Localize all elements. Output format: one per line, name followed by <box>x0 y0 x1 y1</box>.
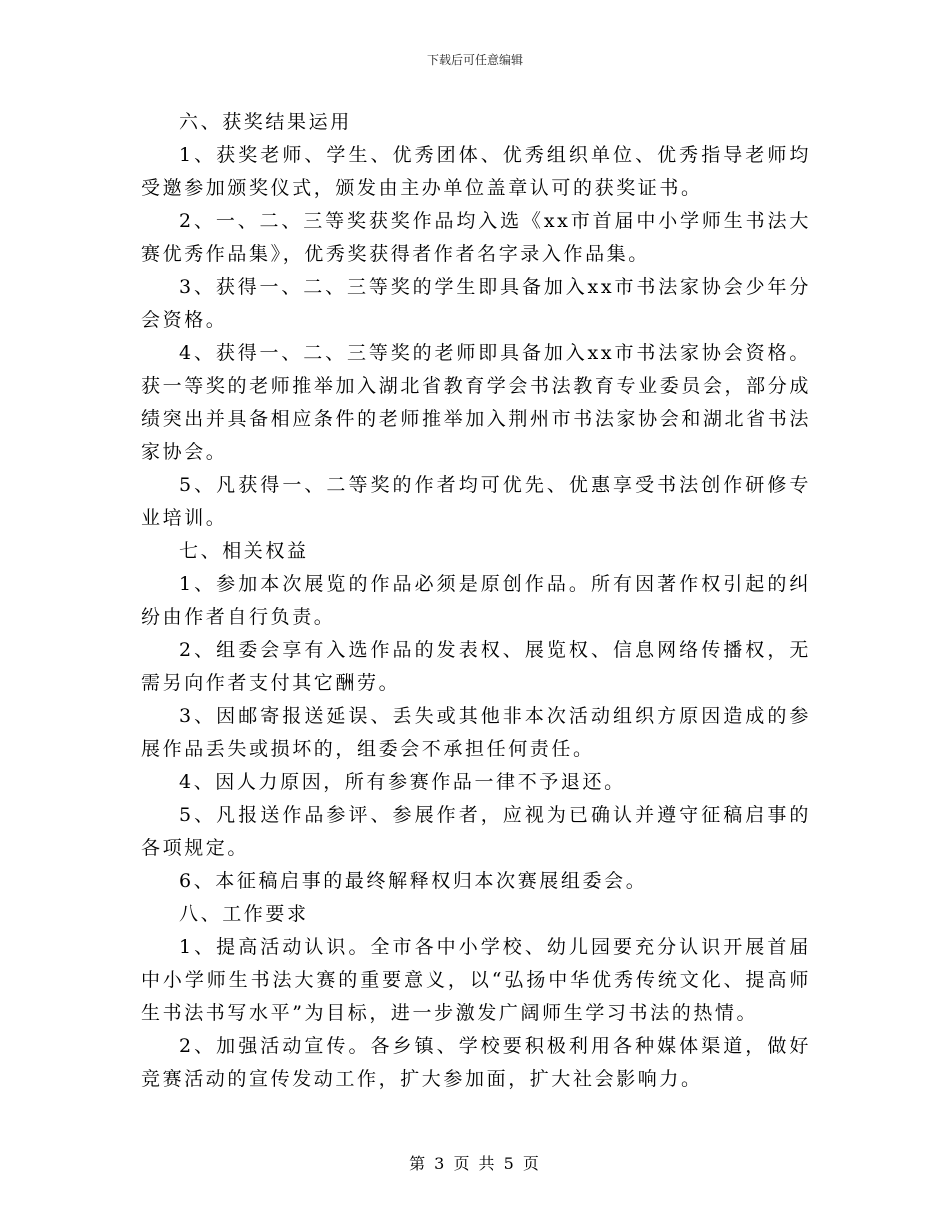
paragraph: 4、因人力原因，所有参赛作品一律不予退还。 <box>179 771 626 793</box>
section-heading-7: 七、相关权益 <box>179 540 309 562</box>
paragraph: 1、参加本次展览的作品必须是原创作品。所有因著作权引起的纠纷由作者自行负责。 <box>141 573 811 628</box>
paragraph: 5、凡获得一、二等奖的作者均可优先、优惠享受书法创作研修专业培训。 <box>141 474 811 529</box>
page-number: 第 3 页 共 5 页 <box>409 1154 541 1173</box>
document-body <box>141 106 811 1096</box>
paragraph: 2、一、二、三等奖获奖作品均入选《xx市首届中小学师生书法大赛优秀作品集》，优秀奖获得者作者名字录入作品集。 <box>141 210 811 265</box>
paragraph: 5、凡报送作品参评、参展作者，应视为已确认并遵守征稿启事的各项规定。 <box>141 804 811 859</box>
section-heading-8: 八、工作要求 <box>179 903 309 925</box>
paragraph: 3、因邮寄报送延误、丢失或其他非本次活动组织方原因造成的参展作品丢失或损坏的，组委会不承担任何责任。 <box>141 705 811 760</box>
paragraph: 4、获得一、二、三等奖的老师即具备加入xx市书法家协会资格。获一等奖的老师推举加入湖北省教育学会书法教育专业委员会，部分成绩突出并具备相应条件的老师推举加入荆州市书法家协会和湖北省书法家协会。 <box>141 342 811 463</box>
page-header: 下载后可任意编辑 <box>426 53 523 67</box>
paragraph: 2、加强活动宣传。各乡镇、学校要积极利用各种媒体渠道，做好竞赛活动的宣传发动工作，扩大参加面，扩大社会影响力。 <box>141 1035 811 1090</box>
paragraph: 1、获奖老师、学生、优秀团体、优秀组织单位、优秀指导老师均受邀参加颁奖仪式，颁发由主办单位盖章认可的获奖证书。 <box>141 144 811 199</box>
section-heading-6: 六、获奖结果运用 <box>179 111 352 133</box>
paragraph: 6、本征稿启事的最终解释权归本次赛展组委会。 <box>179 870 648 892</box>
paragraph: 2、组委会享有入选作品的发表权、展览权、信息网络传播权，无需另向作者支付其它酬劳。 <box>141 639 811 694</box>
paragraph: 3、获得一、二、三等奖的学生即具备加入xx市书法家协会少年分会资格。 <box>141 276 811 331</box>
paragraph: 1、提高活动认识。全市各中小学校、幼儿园要充分认识开展首届中小学师生书法大赛的重要意义，以“弘扬中华优秀传统文化、提高师生书法书写水平”为目标，进一步激发广阔师生学习书法的热情。 <box>141 936 811 1024</box>
